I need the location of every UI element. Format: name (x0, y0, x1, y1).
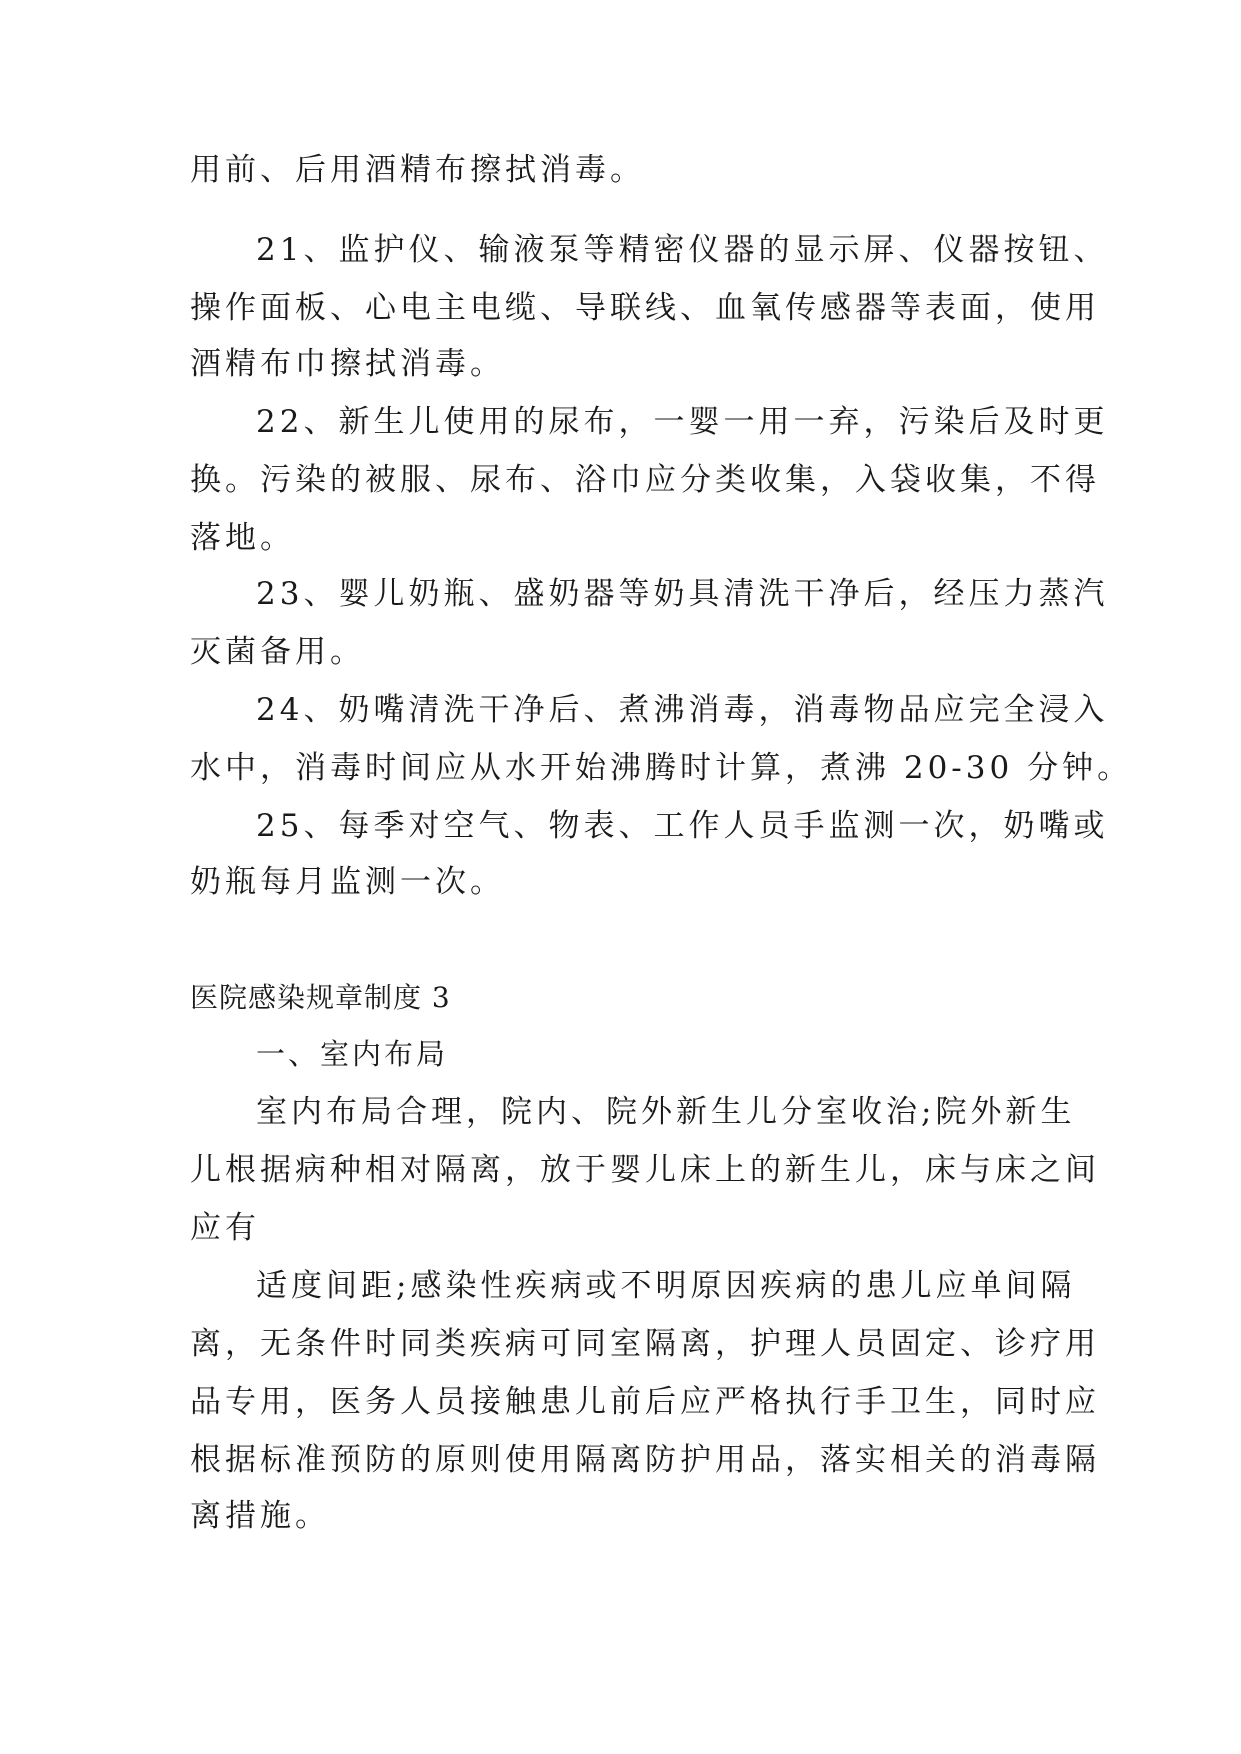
text-line: 适度间距;感染性疾病或不明原因疾病的患儿应单间隔 (256, 1268, 1076, 1304)
text-line: 25、每季对空气、物表、工作人员手监测一次，奶嘴或 (256, 808, 1109, 844)
text-line: 换。污染的被服、尿布、浴巾应分类收集，入袋收集，不得 (190, 462, 1100, 498)
subsection-title: 一、室内布局 (256, 1037, 449, 1071)
text-line: 离，无条件时同类疾病可同室隔离，护理人员固定、诊疗用 (190, 1326, 1100, 1362)
text-line: 22、新生儿使用的尿布，一婴一用一弃，污染后及时更 (256, 404, 1109, 440)
text-line: 操作面板、心电主电缆、导联线、血氧传感器等表面，使用 (190, 290, 1100, 326)
text-line: 品专用，医务人员接触患儿前后应严格执行手卫生，同时应 (190, 1384, 1100, 1420)
section-title: 医院感染规章制度 3 (190, 981, 451, 1014)
text-line: 23、婴儿奶瓶、盛奶器等奶具清洗干净后，经压力蒸汽 (256, 576, 1109, 612)
text-line: 灭菌备用。 (190, 634, 365, 670)
text-line: 落地。 (190, 520, 295, 556)
text-line: 水中，消毒时间应从水开始沸腾时计算，煮沸 20-30 分钟。 (190, 750, 1133, 786)
text-line: 酒精布巾擦拭消毒。 (190, 346, 505, 382)
text-line: 室内布局合理，院内、院外新生儿分室收治;院外新生 (256, 1094, 1076, 1130)
text-line: 24、奶嘴清洗干净后、煮沸消毒，消毒物品应完全浸入 (256, 692, 1109, 728)
text-line: 儿根据病种相对隔离，放于婴儿床上的新生儿，床与床之间 (190, 1152, 1100, 1188)
text-line: 离措施。 (190, 1498, 330, 1534)
text-line: 奶瓶每月监测一次。 (190, 864, 505, 900)
text-line: 用前、后用酒精布擦拭消毒。 (190, 152, 645, 188)
text-line: 21、监护仪、输液泵等精密仪器的显示屏、仪器按钮、 (256, 232, 1109, 268)
text-line: 应有 (190, 1210, 260, 1246)
text-line: 根据标准预防的原则使用隔离防护用品，落实相关的消毒隔 (190, 1442, 1100, 1478)
